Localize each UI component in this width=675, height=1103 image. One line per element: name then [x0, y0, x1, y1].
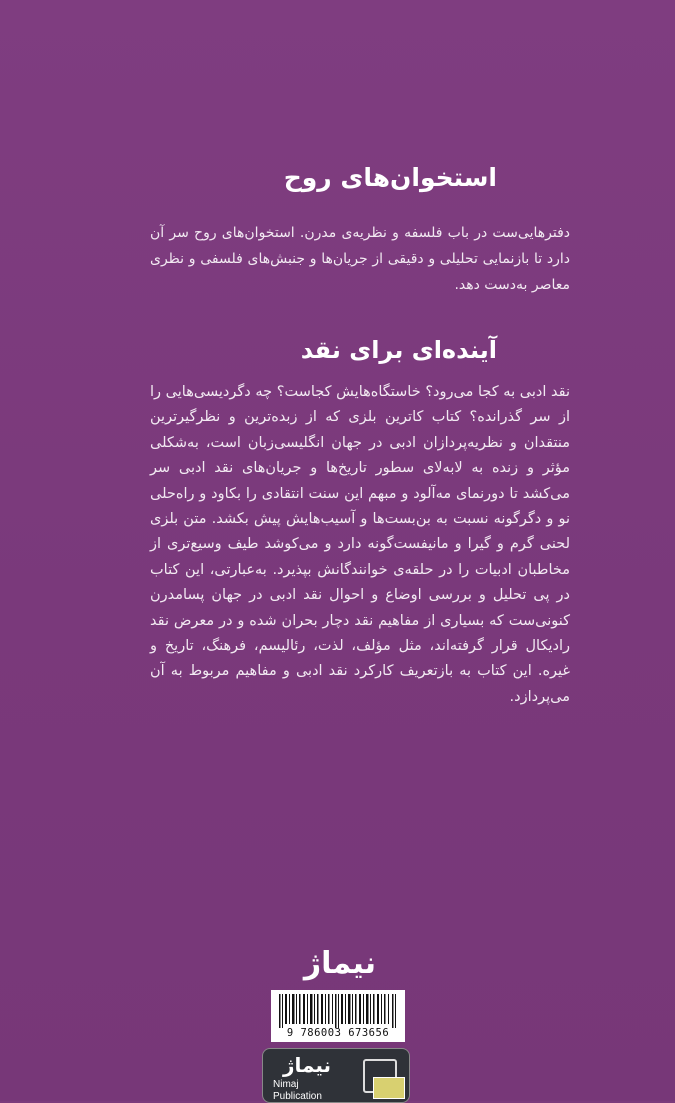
publisher-sticker	[262, 1048, 410, 1103]
sticker-name-line2: Publication	[273, 1091, 322, 1102]
sticker-name-line1: Nimaj	[273, 1079, 299, 1090]
barcode	[271, 990, 405, 1042]
sticker-logo: نیماژ	[282, 1053, 332, 1077]
price-tag-icon	[373, 1077, 405, 1099]
sticker-publisher-name	[273, 1079, 322, 1103]
barcode-bars	[277, 994, 399, 1028]
book-blurb: نقد ادبی به کجا می‌رود؟ خاستگاه‌هایش کجاست؟ چه دگردیسی‌هایی را از سر گذرانده؟ کتاب کاترین بلزی که از زبده‌ترین و نظرگیرترین منتقدان و نظریه‌پردازان ادبی در جهان انگلیسی‌زبان است، به‌شکلی مؤثر و زنده به لابه‌لای سطور تاریخ‌ها و جریان‌های نقد ادبی سر می‌کشد تا دورنمای مه‌آلود و مبهم این سنت انتقادی را بکاود و راه‌حلی نو و دگرگونه نسبت به بن‌بست‌ها و آسیب‌هایش پیش بکشد. متن بلزی لحنی گرم و گیرا و مانیفست‌گونه دارد و می‌کوشد طیف وسیع‌تری از مخاطبان ادبیات را در حلقه‌ی خوانندگانش بپذیرد. به‌عبارتی، این کتاب در پی تحلیل و بررسی اوضاع و احوال نقد ادبی در جهان پسامدرن کنونی‌ست که بسیاری از مفاهیم نقد دچار بحران شده و در معرض نقد رادیکال قرار گرفته‌اند، مثل مؤلف، لذت، رئالیسم، فرهنگ، تاریخ و غیره. این کتاب به بازتعریف کارکرد نقد ادبی و مفاهیم مربوط به آن می‌پردازد.	[150, 384, 570, 705]
isbn-number: 9 786003 673656	[286, 1027, 390, 1039]
series-title: استخوان‌های روح	[283, 163, 497, 192]
series-description: دفترهایی‌ست در باب فلسفه و نظریه‌ی مدرن. استخوان‌های روح سر آن دارد تا بازنمایی تحلیلی و دقیقی از جریان‌ها و جنبش‌های فلسفی و نظری معاصر به‌دست دهد.	[150, 225, 570, 293]
book-title: آینده‌ای برای نقد	[300, 336, 497, 364]
publisher-logo: نیماژ	[303, 946, 377, 981]
